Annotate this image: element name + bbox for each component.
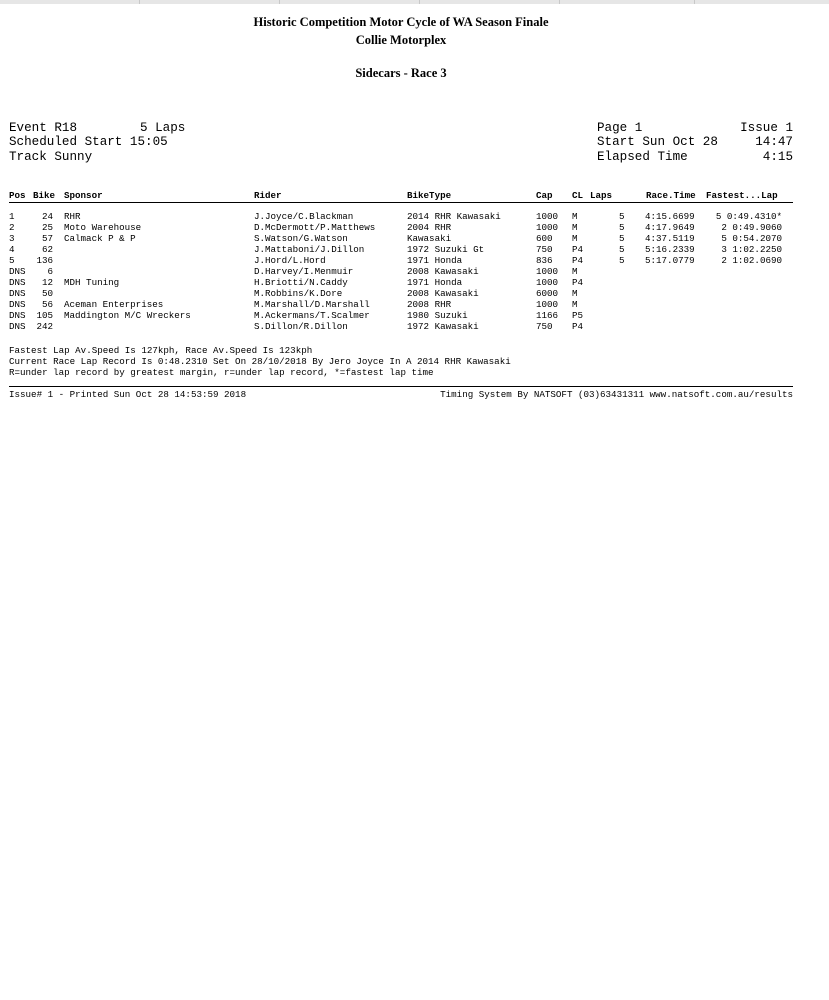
printed-info: Issue# 1 - Printed Sun Oct 28 14:53:59 2018 (9, 389, 247, 400)
col-cl: CL (572, 190, 584, 201)
elapsed-label: Elapsed Time (597, 150, 688, 164)
row-fastest (696, 277, 782, 288)
spacer-cell (53, 288, 64, 299)
row-sponsor: Calmack P & P (64, 233, 136, 244)
start-time: 14:47 (755, 135, 793, 149)
report-title: Historic Competition Motor Cycle of WA Season Finale (253, 15, 549, 29)
footer-rule (9, 386, 793, 387)
row-biketype: 2008 RHR (407, 299, 452, 310)
spacer-cell (603, 211, 619, 222)
row-laps (619, 288, 645, 299)
spacer-cell (603, 310, 619, 321)
row-fastest: 2 1:02.0690 (721, 255, 782, 266)
row-fastest (696, 288, 782, 299)
row-sponsor: Moto Warehouse (64, 222, 142, 233)
timing-info: Timing System By NATSOFT (03)63431311 www.natsoft.com.au/results (440, 389, 793, 400)
row-rider: D.McDermott/P.Matthews (254, 222, 376, 233)
spacer-cell (53, 321, 64, 332)
row-racetime (645, 277, 696, 288)
row-racetime: 5:17.0779 (645, 255, 695, 266)
row-cap: 1000 (536, 266, 559, 277)
row-sponsor: Aceman Enterprises (64, 299, 164, 310)
row-fastest: 2 0:49.9060 (721, 222, 782, 233)
row-racetime (645, 310, 696, 321)
row-sponsor: RHR (64, 211, 81, 222)
row-class: M (572, 266, 578, 277)
row-rider: H.Briotti/N.Caddy (254, 277, 348, 288)
row-bike: 12 (41, 277, 53, 288)
row-sponsor (64, 321, 254, 332)
row-racetime (645, 266, 696, 277)
table-row (9, 233, 782, 244)
row-cap: 1000 (536, 211, 559, 222)
spacer-cell (53, 277, 64, 288)
row-pos: 2 (9, 222, 15, 233)
row-pos: DNS (9, 277, 26, 288)
row-bike: 105 (36, 310, 53, 321)
row-laps (619, 277, 645, 288)
row-bike: 136 (36, 255, 53, 266)
row-fastest (696, 321, 782, 332)
col-sponsor: Sponsor (64, 190, 103, 201)
tab-3[interactable] (280, 0, 420, 4)
spacer-cell (603, 255, 619, 266)
col-bike: Bike (33, 190, 56, 201)
row-cap: 600 (536, 233, 553, 244)
row-biketype: 2008 Kawasaki (407, 266, 479, 277)
row-racetime (645, 321, 696, 332)
browser-tab-strip (0, 0, 829, 4)
row-biketype: 2014 RHR Kawasaki (407, 211, 501, 222)
tab-4[interactable] (420, 0, 560, 4)
record-note: Current Race Lap Record Is 0:48.2310 Set On 28/10/2018 By Jero Joyce In A 2014 RHR Kawasaki (9, 356, 511, 367)
row-laps: 5 (619, 255, 625, 266)
row-pos: DNS (9, 321, 26, 332)
elapsed-value: 4:15 (762, 150, 793, 164)
row-rider: J.Joyce/C.Blackman (254, 211, 354, 222)
row-racetime: 4:15.6699 (645, 211, 695, 222)
row-rider: S.Watson/G.Watson (254, 233, 348, 244)
row-rider: S.Dillon/R.Dillon (254, 321, 348, 332)
spacer-cell (53, 244, 64, 255)
row-laps (619, 321, 645, 332)
row-cap: 836 (536, 255, 553, 266)
row-rider: M.Marshall/D.Marshall (254, 299, 370, 310)
row-fastest (696, 310, 782, 321)
col-laps: Laps (590, 190, 613, 201)
row-sponsor (64, 266, 254, 277)
row-class: P4 (572, 277, 584, 288)
row-laps: 5 (619, 222, 625, 233)
row-biketype: 2008 Kawasaki (407, 288, 479, 299)
row-pos: 5 (9, 255, 15, 266)
row-racetime: 4:17.9649 (645, 222, 695, 233)
row-rider: J.Mattaboni/J.Dillon (254, 244, 365, 255)
row-laps: 5 (619, 211, 625, 222)
table-row (9, 299, 782, 310)
row-class: M (572, 288, 578, 299)
spacer-cell (53, 299, 64, 310)
row-sponsor: MDH Tuning (64, 277, 120, 288)
spacer-cell (53, 310, 64, 321)
row-pos: 4 (9, 244, 15, 255)
row-fastest: 5 0:49.4310* (715, 211, 782, 222)
row-laps (619, 266, 645, 277)
row-class: M (572, 211, 578, 222)
scheduled-start: Scheduled Start 15:05 (9, 135, 168, 149)
row-sponsor (64, 288, 254, 299)
speed-note: Fastest Lap Av.Speed Is 127kph, Race Av.Speed Is 123kph (9, 345, 313, 356)
row-sponsor (64, 255, 254, 266)
col-cap: Cap (536, 190, 553, 201)
spacer-cell (53, 211, 64, 222)
row-fastest: 5 0:54.2070 (721, 233, 782, 244)
row-bike: 56 (41, 299, 53, 310)
row-biketype: 2004 RHR (407, 222, 452, 233)
table-row (9, 255, 782, 266)
row-rider: J.Hord/L.Hord (254, 255, 326, 266)
row-bike: 62 (41, 244, 53, 255)
row-laps: 5 (619, 244, 625, 255)
row-laps (619, 310, 645, 321)
legend-note: R=under lap record by greatest margin, r=under lap record, *=fastest lap time (9, 367, 434, 378)
spacer-cell (603, 321, 619, 332)
row-racetime: 4:37.5119 (645, 233, 695, 244)
row-class: P4 (572, 244, 584, 255)
spacer-cell (603, 222, 619, 233)
row-biketype: 1980 Suzuki (407, 310, 468, 321)
row-rider: M.Ackermans/T.Scalmer (254, 310, 370, 321)
row-pos: DNS (9, 288, 26, 299)
spacer-cell (53, 233, 64, 244)
row-biketype: 1971 Honda (407, 277, 463, 288)
row-biketype: 1972 Suzuki Gt (407, 244, 485, 255)
spacer-cell (603, 266, 619, 277)
spacer-cell (603, 233, 619, 244)
row-cap: 1000 (536, 299, 559, 310)
row-class: P4 (572, 255, 584, 266)
row-laps: 5 (619, 233, 625, 244)
venue-title: Collie Motorplex (355, 33, 447, 47)
row-class: M (572, 233, 578, 244)
row-pos: DNS (9, 299, 26, 310)
row-fastest (696, 266, 782, 277)
row-cap: 750 (536, 244, 553, 255)
header-rule (9, 202, 793, 203)
spacer-cell (603, 244, 619, 255)
row-fastest: 3 1:02.2250 (721, 244, 782, 255)
table-row (9, 321, 782, 332)
track-condition: Track Sunny (9, 150, 93, 164)
row-bike: 24 (41, 211, 53, 222)
row-cap: 6000 (536, 288, 559, 299)
row-class: P5 (572, 310, 584, 321)
row-laps (619, 299, 645, 310)
row-pos: 3 (9, 233, 15, 244)
col-pos: Pos (9, 190, 26, 201)
row-class: M (572, 222, 578, 233)
tab-2[interactable] (140, 0, 280, 4)
table-row (9, 266, 782, 277)
spacer-cell (603, 277, 619, 288)
row-bike: 25 (41, 222, 53, 233)
start-label: Start Sun Oct 28 (597, 135, 718, 149)
issue-number: Issue 1 (740, 121, 793, 135)
row-cap: 1166 (536, 310, 559, 321)
table-row (9, 310, 782, 321)
row-biketype: 1972 Kawasaki (407, 321, 479, 332)
row-cap: 1000 (536, 277, 559, 288)
col-biketype: BikeType (407, 190, 452, 201)
row-biketype: Kawasaki (407, 233, 452, 244)
table-row (9, 277, 782, 288)
row-pos: 1 (9, 211, 15, 222)
event-laps: 5 Laps (140, 121, 186, 135)
row-rider: M.Robbins/K.Dore (254, 288, 343, 299)
col-racetime: Race.Time (646, 190, 696, 201)
row-fastest (696, 299, 782, 310)
row-racetime (645, 288, 696, 299)
row-racetime: 5:16.2339 (645, 244, 695, 255)
table-row (9, 222, 782, 233)
spacer-cell (53, 222, 64, 233)
row-racetime (645, 299, 696, 310)
spacer-cell (603, 288, 619, 299)
tab-5[interactable] (560, 0, 695, 4)
col-rider: Rider (254, 190, 282, 201)
page-number: Page 1 (597, 121, 643, 135)
tab-1[interactable] (0, 0, 140, 4)
row-biketype: 1971 Honda (407, 255, 463, 266)
row-sponsor: Maddington M/C Wreckers (64, 310, 191, 321)
row-cap: 750 (536, 321, 553, 332)
spacer-cell (53, 255, 64, 266)
row-bike: 57 (41, 233, 53, 244)
race-title: Sidecars - Race 3 (355, 66, 447, 80)
row-class: P4 (572, 321, 584, 332)
col-fastest: Fastest...Lap (706, 190, 778, 201)
row-cap: 1000 (536, 222, 559, 233)
table-row (9, 244, 782, 255)
spacer-cell (53, 266, 64, 277)
event-code: Event R18 (9, 121, 78, 135)
table-row (9, 288, 782, 299)
row-class: M (572, 299, 578, 310)
spacer-cell (603, 299, 619, 310)
row-sponsor (64, 244, 254, 255)
row-bike: 6 (47, 266, 53, 277)
row-rider: D.Harvey/I.Menmuir (254, 266, 354, 277)
table-row (9, 211, 782, 222)
row-pos: DNS (9, 266, 26, 277)
results-table (9, 211, 782, 332)
row-bike: 50 (41, 288, 53, 299)
row-pos: DNS (9, 310, 26, 321)
row-bike: 242 (36, 321, 53, 332)
